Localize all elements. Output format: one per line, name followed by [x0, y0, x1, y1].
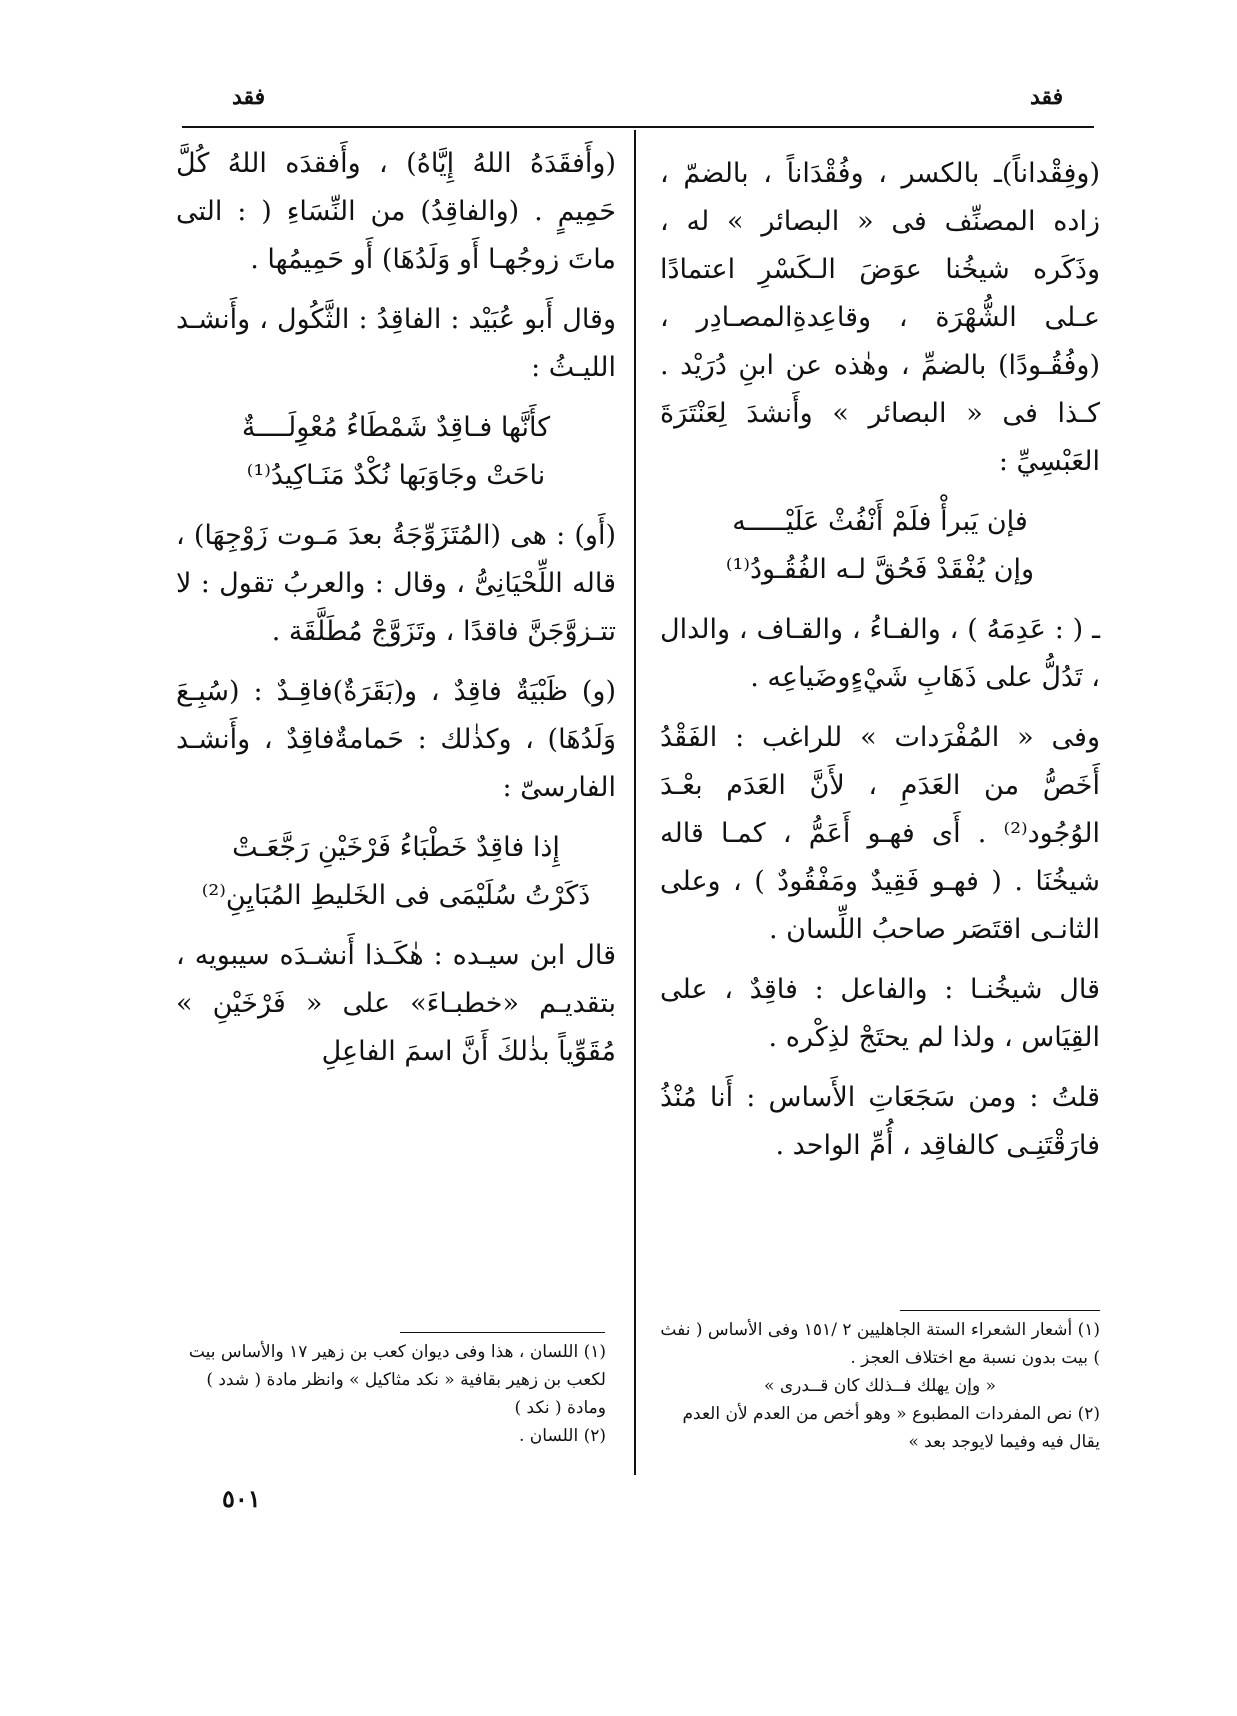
header-rule	[182, 126, 1094, 128]
verse-line: ناحَتْ وجَاوَبَها نُكْدٌ مَنَـاكِيدُ⁽¹⁾	[246, 460, 546, 491]
verse	[176, 824, 616, 920]
left-footnotes	[176, 1338, 606, 1450]
paragraph: (وفِقْداناً)ـ بالكسر ، وفُقْدَاناً ، بالضمّ ، زاده المصنِّف فى « البصائر » له ، وذَكَره شيخُنا عوَضَ الـكَسْرِ اعتمادًا عـلى الشُّهْرَة ، وقاعِدةِالمصـادِر ، (وفُقُـودًا) بالضمِّ ، وهٰذه عن ابنِ دُرَيْد . كـذا فى « البصائر » وأَنشدَ لِعَنْتَرَةَ العَبْسِيِّ :	[660, 158, 1100, 477]
paragraph: وقال أَبو عُبَيْد : الفاقِدُ : الثَّكُول ، وأَنشـد الليـثُ :	[176, 304, 616, 383]
left-column	[176, 140, 616, 1088]
paragraph: قال شيخُنـا : والفاعل : فاقِدٌ ، على القِيَاس ، ولذا لم يحتَجْ لذِكْره .	[660, 974, 1100, 1053]
footnote-rule	[900, 1310, 1100, 1311]
paragraph: قلتُ : ومن سَجَعَاتِ الأَساس : أَنا مُنْذُ فارَقْتَنِـى كالفاقِد ، أُمِّ الواحد .	[660, 1082, 1100, 1161]
footnote-rule	[400, 1332, 605, 1333]
verse	[660, 498, 1100, 594]
verse	[176, 404, 616, 500]
paragraph: ـ ( : عَدِمَهُ ) ، والفـاءُ ، والقـاف ، والدال ، تَدُلُّ على ذَهَابِ شَيْءٍوضَياعِه .	[660, 614, 1100, 693]
paragraph: وفى « المُفْرَدات » للراغب : الفَقْدُ أَخَصُّ من العَدَمِ ، لأَنَّ العَدَم بعْـدَ الوُجُود⁽²⁾ . أَى فهـو أَعَمُّ ، كمـا قاله شيخُنَا . ( فهـو فَقِيدٌ ومَفْقُودٌ ) ، وعلى الثانـى اقتَصَر صاحبُ اللِّسان .	[660, 722, 1100, 945]
running-head-left: فقد	[232, 84, 266, 110]
column-divider	[634, 130, 636, 1475]
footnote: (٢) نص المفردات المطبوع « وهو أخص من العدم لأن العدم يقال فيه وفيما لايوجد بعد »	[682, 1404, 1100, 1452]
verse-line: كأَنَّها فـاقِدٌ شَمْطَاءُ مُعْوِلَــــةٌ	[241, 412, 551, 443]
footnote: (١) اللسان ، هذا وفى ديوان كعب بن زهير ١٧ والأساس بيت لكعب بن زهير بقافية « نكد مثاكيل » وانظر مادة ( شدد ) ومادة ( نكد )	[188, 1342, 606, 1418]
paragraph: قال ابن سيـده : هٰكَـذا أَنشـدَه سيبويه ، بتقديـم «خطبـاءَ» على « فَرْخَيْنِ » مُقَوِّياً بذٰلكَ أَنَّ اسمَ الفاعِلِ	[176, 940, 616, 1067]
paragraph: (أَو) : هى (المُتَزَوِّجَةُ بعدَ مَـوت زَوْجِهَا) ، قاله اللِّحْيَانِىُّ ، وقال : والعربُ تقول : لا تتـزوَّجَنَّ فاقدًا ، وتَزَوَّجْ مُطَلَّقَة .	[176, 520, 616, 647]
footnote: « وإن يهلك فــذلك كان قــدرى »	[764, 1376, 996, 1396]
verse-line: فإن يَبرأْ فلَمْ أَنْفُثْ عَلَيْـــــه	[732, 506, 1028, 537]
right-column	[660, 150, 1100, 1182]
paragraph: (وأَفقَدَهُ اللهُ إِيَّاهُ) ، وأَفقدَه اللهُ كُلَّ حَمِيمٍ . (والفاقِدُ) من النِّسَاءِ ( : التى ماتَ زوجُهـا أَو وَلَدُهَا) أَو حَمِيمُها .	[176, 148, 616, 275]
verse-line: ذَكَرْتُ سُلَيْمَى فى الخَليطِ المُبَايِنِ⁽²⁾	[201, 880, 591, 911]
page-number: ٥٠١	[222, 1484, 261, 1513]
verse-line: إِذا فاقِدٌ خَطْبَاءُ فَرْخَيْنِ رَجَّعَـتْ	[232, 832, 560, 863]
right-footnotes	[660, 1316, 1100, 1456]
running-head-right: فقد	[1030, 84, 1064, 110]
paragraph: (و) ظَبْيَةٌ فاقِدٌ ، و(بَقَرَةٌ)فاقِـدٌ : (سُبِـعَ وَلَدُهَا) ، وكذٰلك : حَمامةٌفاقِدٌ ، وأَنشـد الفارسىّ :	[176, 676, 616, 803]
footnote: (١) أشعار الشعراء الستة الجاهليين ٢ /١٥١ وفى الأساس ( نفث ) بيت بدون نسبة مع اختلاف العجز .	[660, 1320, 1100, 1368]
footnote: (٢) اللسان .	[519, 1426, 606, 1446]
verse-line: وإن يُفْقَدْ فَحُقَّ لـه الفُقُـودُ⁽¹⁾	[725, 554, 1035, 585]
